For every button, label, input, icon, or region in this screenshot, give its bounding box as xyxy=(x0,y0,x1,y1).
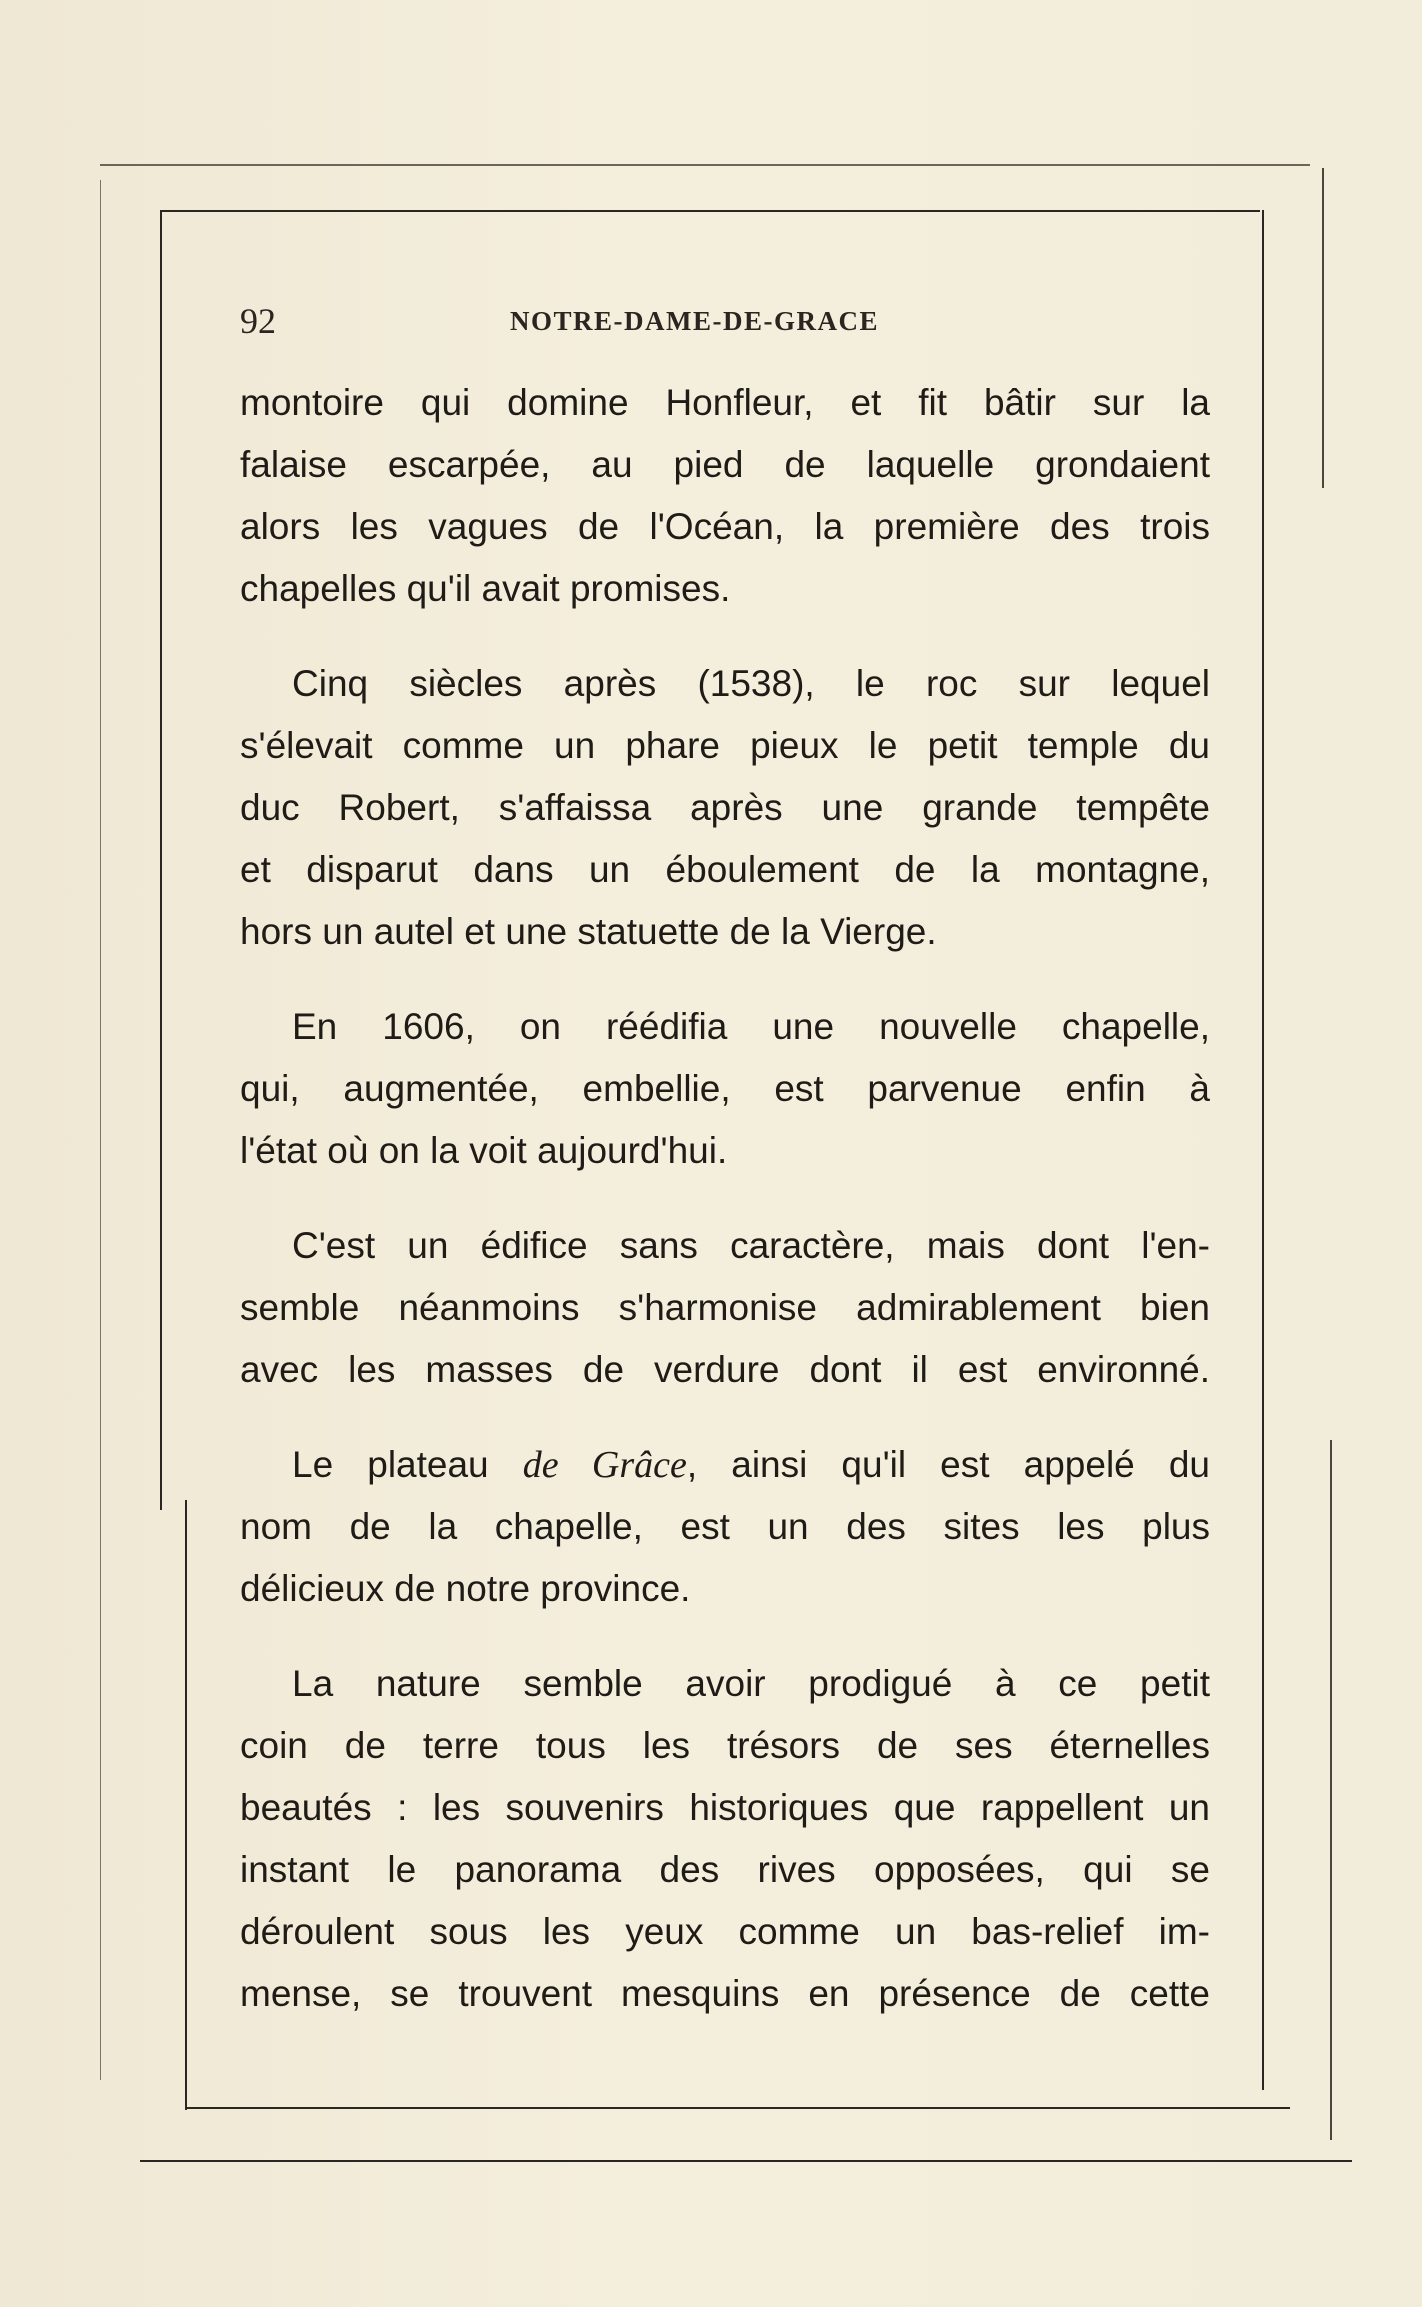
right-rule-inner xyxy=(1262,210,1264,2090)
body-text xyxy=(240,372,1210,2058)
paragraph-5 xyxy=(240,1434,1210,1620)
text-line: l'état où on la voit aujourd'hui. xyxy=(240,1130,728,1171)
right-rule-outer xyxy=(1322,168,1324,488)
text-line: qui, augmentée, embellie, est parvenue enfin à xyxy=(240,1068,1210,1109)
text-line: La nature semble avoir prodigué à ce petit xyxy=(292,1663,1210,1704)
bottom-rule-outer xyxy=(140,2160,1352,2162)
paragraph-1 xyxy=(240,372,1210,620)
text-line: alors les vagues de l'Océan, la première des trois xyxy=(240,506,1210,547)
text-line: semble néanmoins s'harmonise admirablement bien xyxy=(240,1287,1210,1328)
text-line: nom de la chapelle, est un des sites les plus xyxy=(240,1506,1210,1547)
text-line: coin de terre tous les trésors de ses éternelles xyxy=(240,1725,1210,1766)
text-line: hors un autel et une statuette de la Vierge. xyxy=(240,911,937,952)
text-line: En 1606, on réédifia une nouvelle chapelle, xyxy=(292,1006,1210,1047)
top-rule-inner xyxy=(160,210,1260,212)
paragraph-6 xyxy=(240,1653,1210,2025)
text-line: falaise escarpée, au pied de laquelle grondaient xyxy=(240,444,1210,485)
bottom-rule-inner xyxy=(185,2107,1290,2109)
text-line: Cinq siècles après (1538), le roc sur lequel xyxy=(292,663,1210,704)
right-rule-outer-lower xyxy=(1330,1440,1332,2140)
italic-phrase: de Grâce xyxy=(522,1444,687,1486)
paragraph-4 xyxy=(240,1215,1210,1401)
text-line: montoire qui domine Honfleur, et fit bâtir sur la xyxy=(240,382,1210,423)
text-line: s'élevait comme un phare pieux le petit temple du xyxy=(240,725,1210,766)
left-rule-lower xyxy=(185,1500,187,2110)
text-line: C'est un édifice sans caractère, mais dont l'en- xyxy=(292,1225,1210,1266)
text-line: délicieux de notre province. xyxy=(240,1568,691,1609)
text-line xyxy=(240,1434,1210,1496)
text-line: mense, se trouvent mesquins en présence de cette xyxy=(240,1973,1210,2014)
text-line: et disparut dans un éboulement de la montagne, xyxy=(240,849,1210,890)
text-line: instant le panorama des rives opposées, qui se xyxy=(240,1849,1210,1890)
top-rule-outer xyxy=(100,164,1310,166)
text-line: beautés : les souvenirs historiques que rappellent un xyxy=(240,1787,1210,1828)
text-segment: , ainsi qu'il est appelé du xyxy=(686,1444,1210,1485)
page-number: 92 xyxy=(240,301,276,341)
paragraph-3 xyxy=(240,996,1210,1182)
left-rule-inner xyxy=(160,210,162,1510)
text-line: déroulent sous les yeux comme un bas-relief im- xyxy=(240,1911,1210,1952)
left-rule-outer xyxy=(100,180,101,2080)
text-segment: Le plateau xyxy=(292,1444,523,1485)
text-line: duc Robert, s'affaissa après une grande tempête xyxy=(240,787,1210,828)
text-line: avec les masses de verdure dont il est environné. xyxy=(240,1349,1210,1390)
text-line: chapelles qu'il avait promises. xyxy=(240,568,731,609)
running-title: NOTRE-DAME-DE-GRACE xyxy=(510,306,879,336)
running-head xyxy=(240,300,1220,350)
paragraph-2 xyxy=(240,653,1210,963)
